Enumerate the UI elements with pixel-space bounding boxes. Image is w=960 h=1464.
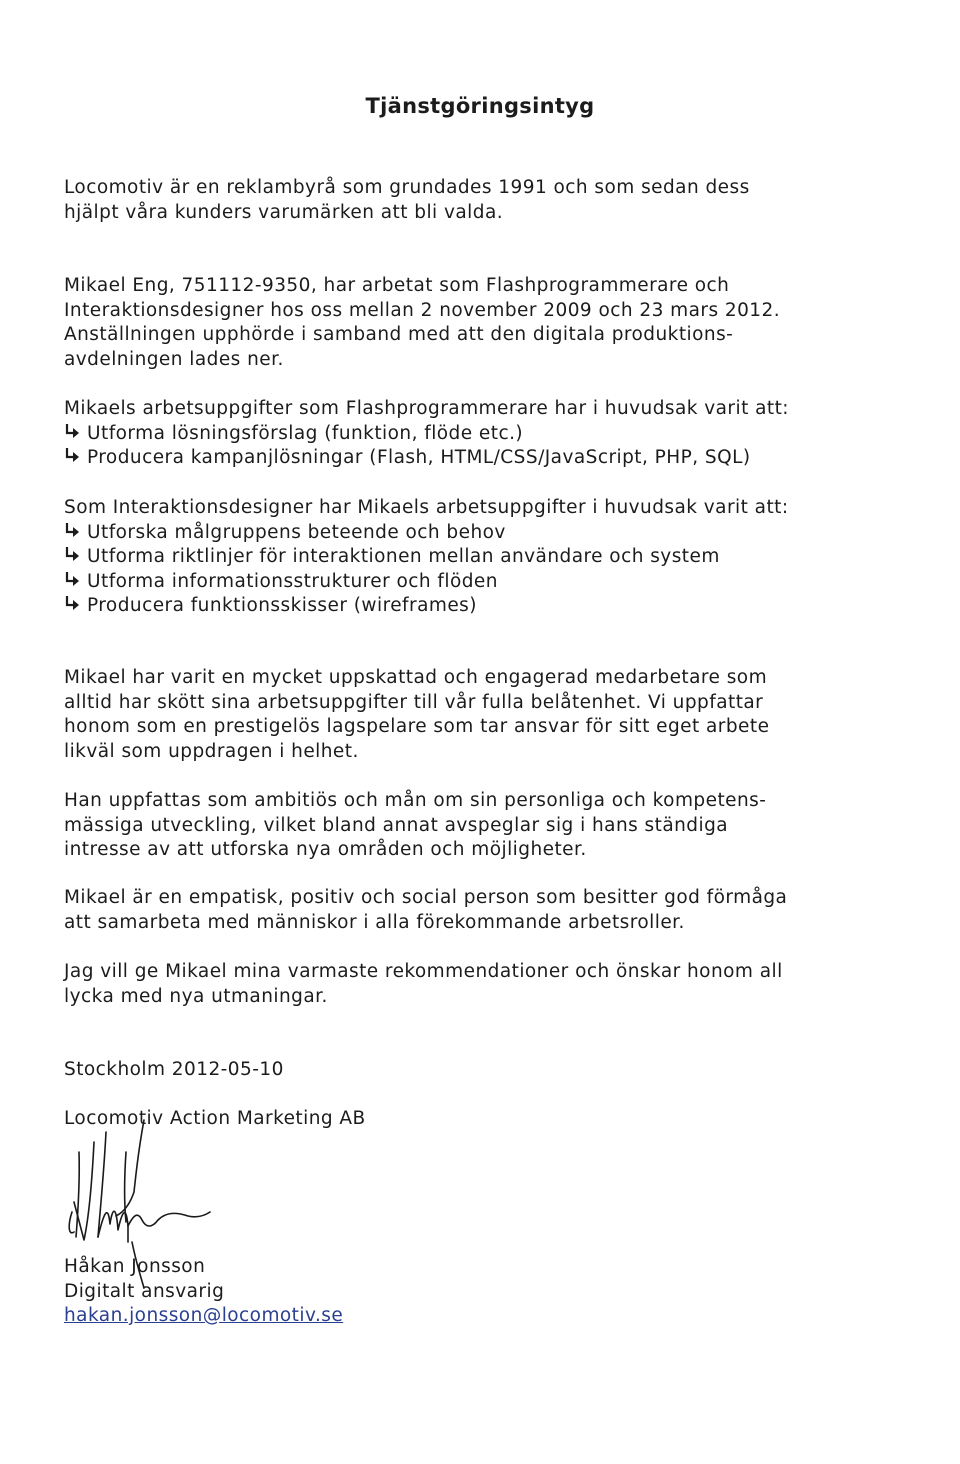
intro-line: hjälpt våra kunders varumärken att bli valda. — [64, 201, 504, 223]
assessment-line: alltid har skött sina arbetsuppgifter till vår fulla belåtenhet. Vi uppfattar — [64, 691, 764, 713]
ambition-paragraph — [64, 789, 864, 863]
signer-email-link[interactable]: hakan.jonsson@locomotiv.se — [64, 1305, 344, 1326]
personality-line: att samarbeta med människor i alla förekommande arbetsroller. — [64, 911, 685, 933]
assessment-line: likväl som uppdragen i helhet. — [64, 740, 359, 762]
list-item — [64, 521, 864, 546]
signer-block — [64, 1255, 864, 1329]
company-name: Locomotiv Action Marketing AB — [64, 1108, 366, 1129]
list-item — [64, 422, 864, 447]
ixd-tasks-heading: Som Interaktionsdesigner har Mikaels arbetsuppgifter i huvudsak varit att: — [64, 497, 789, 518]
arrow-bullet-icon — [63, 571, 87, 589]
recommendation-line: lycka med nya utmaningar. — [64, 985, 328, 1007]
list-item — [64, 446, 864, 471]
recommendation-line: Jag vill ge Mikael mina varmaste rekommendationer och önskar honom all — [64, 961, 783, 982]
flash-tasks-heading: Mikaels arbetsuppgifter som Flashprogrammerare har i huvudsak varit att: — [64, 398, 789, 419]
arrow-bullet-icon — [63, 447, 87, 465]
employment-line: Mikael Eng, 751112-9350, har arbetat som Flashprogrammerare och — [64, 275, 730, 296]
list-item-text: Utforska målgruppens beteende och behov — [87, 521, 506, 543]
employment-line: Anställningen upphörde i samband med att den digitala produktions- — [64, 324, 734, 345]
list-item-text: Utforma informationsstrukturer och flöden — [87, 570, 498, 592]
flash-tasks-section — [64, 397, 864, 471]
ambition-line: Han uppfattas som ambitiös och mån om sin personliga och kompetens- — [64, 790, 767, 811]
list-item — [64, 594, 864, 619]
list-item-text: Producera kampanjlösningar (Flash, HTML/CSS/JavaScript, PHP, SQL) — [87, 447, 751, 468]
recommendation-paragraph — [64, 960, 864, 1009]
personality-line: Mikael är en empatisk, positiv och social person som besitter god förmåga — [64, 887, 788, 908]
assessment-line: honom som en prestigelös lagspelare som tar ansvar för sitt eget arbete — [64, 716, 770, 737]
list-item — [64, 570, 864, 595]
arrow-bullet-icon — [63, 546, 87, 564]
list-item-text: Utforma riktlinjer för interaktionen mellan användare och system — [87, 546, 720, 567]
signer-name: Håkan Jonsson — [64, 1256, 206, 1277]
intro-paragraph — [64, 176, 864, 225]
place-date: Stockholm 2012-05-10 — [64, 1059, 284, 1080]
assessment-paragraph — [64, 666, 864, 764]
employment-line: Interaktionsdesigner hos oss mellan 2 november 2009 och 23 mars 2012. — [64, 299, 781, 321]
list-item-text: Utforma lösningsförslag (funktion, flöde etc.) — [87, 422, 524, 444]
list-item-text: Producera funktionsskisser (wireframes) — [87, 595, 477, 616]
employment-paragraph — [64, 274, 864, 372]
document-title: Tjänstgöringsintyg — [365, 94, 595, 118]
ambition-line: intresse av att utforska nya områden och möjligheter. — [64, 839, 587, 860]
intro-line: Locomotiv är en reklambyrå som grundades 1991 och som sedan dess — [64, 177, 750, 198]
assessment-line: Mikael har varit en mycket uppskattad och engagerad medarbetare som — [64, 667, 768, 688]
arrow-bullet-icon — [63, 595, 87, 613]
personality-paragraph — [64, 886, 864, 935]
ixd-tasks-section — [64, 496, 864, 619]
arrow-bullet-icon — [63, 423, 87, 441]
list-item — [64, 545, 864, 570]
signer-title: Digitalt ansvarig — [64, 1280, 225, 1302]
ambition-line: mässiga utveckling, vilket bland annat avspeglar sig i hans ständiga — [64, 814, 729, 836]
arrow-bullet-icon — [63, 522, 87, 540]
employment-line: avdelningen lades ner. — [64, 348, 284, 370]
